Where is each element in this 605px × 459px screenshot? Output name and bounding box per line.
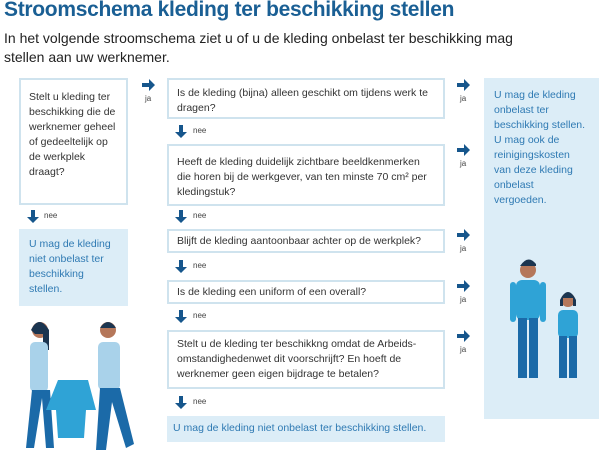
start-question-box: Stelt u kleding ter beschikking die de werknemer geheel of gedeeltelijk op de werkplek draagt? [19,78,128,205]
arrow-down-icon [174,259,188,273]
arrow-right-icon [141,78,155,92]
arrow-down-icon [174,209,188,223]
arrow-right-icon [456,228,470,242]
result-not-allowed-start: U mag de kleding niet onbelast ter beschikking stellen. [19,229,128,306]
no-label: nee [44,211,58,220]
yes-label: ja [145,94,152,103]
workers-in-uniform-illustration [492,256,592,411]
no-label: nee [193,126,207,135]
result-not-allowed-end: U mag de kleding niet onbelast ter beschikking stellen. [167,416,445,442]
handing-clothes-illustration [18,318,148,456]
intro-text: In het volgende stroomschema ziet u of u de kleding onbelast ter beschikking mag stellen aan uw werknemer. [4,30,513,65]
question-box-4: Is de kleding een uniform of een overall? [167,280,445,304]
arrow-down-icon [174,395,188,409]
arrow-down-icon [174,124,188,138]
arrow-down-icon [174,309,188,323]
arrow-down-icon [26,209,40,223]
arrow-right-icon [456,329,470,343]
arrow-right-icon [456,279,470,293]
yes-label: ja [460,159,467,168]
question-box-5: Stelt u de kleding ter beschikkng omdat de Arbeids-omstandighedenwet dit voorschrijft? En hoeft de werknemer geen eigen bijdrage te betalen? [167,330,445,389]
yes-label: ja [460,94,467,103]
no-label: nee [193,261,207,270]
result-allowed-panel [484,78,599,419]
result-allowed-text: U mag de kleding onbelast ter beschikking stellen. U mag ook de reinigingskosten van deze kleding onbelast vergoeden. [494,89,586,206]
page-title: Stroomschema kleding ter beschikking stellen [4,0,455,21]
arrow-right-icon [456,143,470,157]
question-box-3: Blijft de kleding aantoonbaar achter op de werkplek? [167,229,445,253]
question-box-1: Is de kleding (bijna) alleen geschikt om tijdens werk te dragen? [167,78,445,119]
no-label: nee [193,311,207,320]
yes-label: ja [460,244,467,253]
no-label: nee [193,397,207,406]
yes-label: ja [460,295,467,304]
arrow-right-icon [456,78,470,92]
yes-label: ja [460,345,467,354]
no-label: nee [193,211,207,220]
question-box-2: Heeft de kleding duidelijk zichtbare beeldkenmerken die horen bij de werkgever, van ten minste 70 cm² per kledingstuk? [167,144,445,206]
